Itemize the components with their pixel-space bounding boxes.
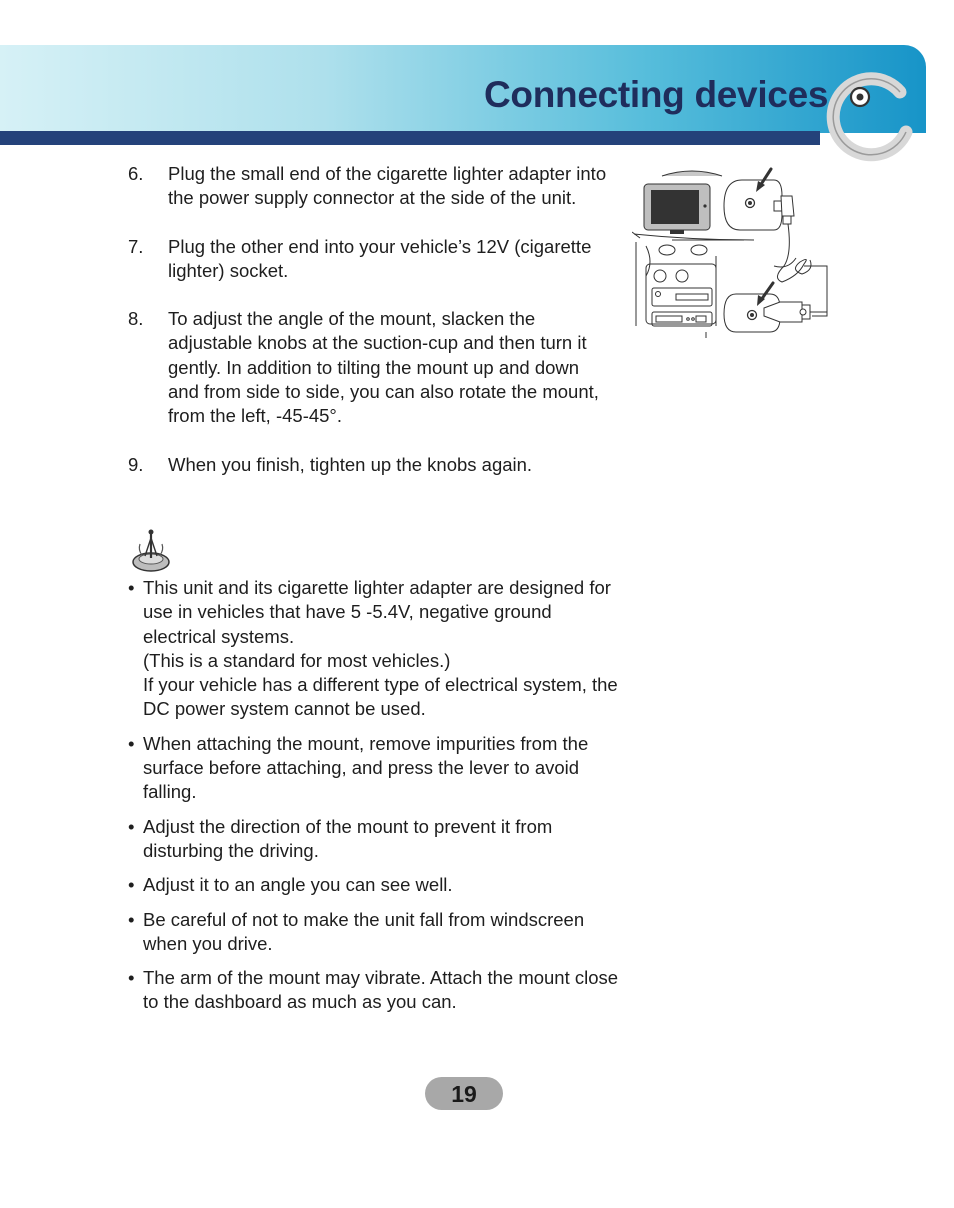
page-title: Connecting devices xyxy=(484,74,829,115)
step-number: 6. xyxy=(128,163,144,184)
step-text: Plug the small end of the cigarette lighter adapter into the power supply connector at the side of the unit. xyxy=(168,163,607,209)
step-text: To adjust the angle of the mount, slacken the adjustable knobs at the suction-cup and then turn it gently. In addition to tilting the mount up and down and from side to side, you can also rotate the mount, from the left, -45-45°. xyxy=(168,308,599,427)
note-item xyxy=(128,576,623,722)
step-number: 8. xyxy=(128,308,144,330)
note-item xyxy=(128,908,623,957)
instruction-steps xyxy=(128,162,613,501)
step-number: 9. xyxy=(128,453,144,475)
bullet: • xyxy=(128,874,135,896)
page-number: 19 xyxy=(425,1077,503,1110)
step-text: Plug the other end into your vehicle’s 12V (cigarette lighter) socket. xyxy=(168,235,592,281)
note-text: When attaching the mount, remove impurities from the surface before attaching, and press the lever to avoid falling. xyxy=(143,732,589,803)
bullet: • xyxy=(128,908,135,930)
c-ring-logo-icon xyxy=(820,70,915,165)
bullet: • xyxy=(128,732,135,754)
note-item xyxy=(128,732,623,805)
step-item xyxy=(128,307,613,428)
step-number: 7. xyxy=(128,235,144,257)
note-text: If your vehicle has a different type of electrical system, the DC power system cannot be used. xyxy=(143,674,618,720)
car-dashboard-installation-illustration xyxy=(632,166,832,346)
notes-list xyxy=(128,576,623,1025)
bullet: • xyxy=(128,967,135,989)
step-item xyxy=(128,453,613,477)
step-text: When you finish, tighten up the knobs again. xyxy=(168,453,533,475)
note-text: (This is a standard for most vehicles.) xyxy=(143,649,451,671)
note-text: This unit and its cigarette lighter adapter are designed for use in vehicles that have 5 -5.4V, negative ground electrical systems. xyxy=(143,577,611,647)
note-text: Be careful of not to make the unit fall from windscreen when you drive. xyxy=(143,908,585,954)
note-antenna-icon xyxy=(130,528,172,574)
note-text: Adjust it to an angle you can see well. xyxy=(143,874,453,896)
note-item xyxy=(128,966,623,1015)
note-text: Adjust the direction of the mount to prevent it from disturbing the driving. xyxy=(143,815,553,861)
bullet: • xyxy=(128,577,135,598)
header-stripe xyxy=(0,131,820,145)
bullet: • xyxy=(128,815,135,837)
note-text: The arm of the mount may vibrate. Attach the mount close to the dashboard as much as you can. xyxy=(143,967,619,1013)
note-item xyxy=(128,815,623,864)
step-item xyxy=(128,162,613,211)
note-item xyxy=(128,873,623,897)
step-item xyxy=(128,235,613,284)
